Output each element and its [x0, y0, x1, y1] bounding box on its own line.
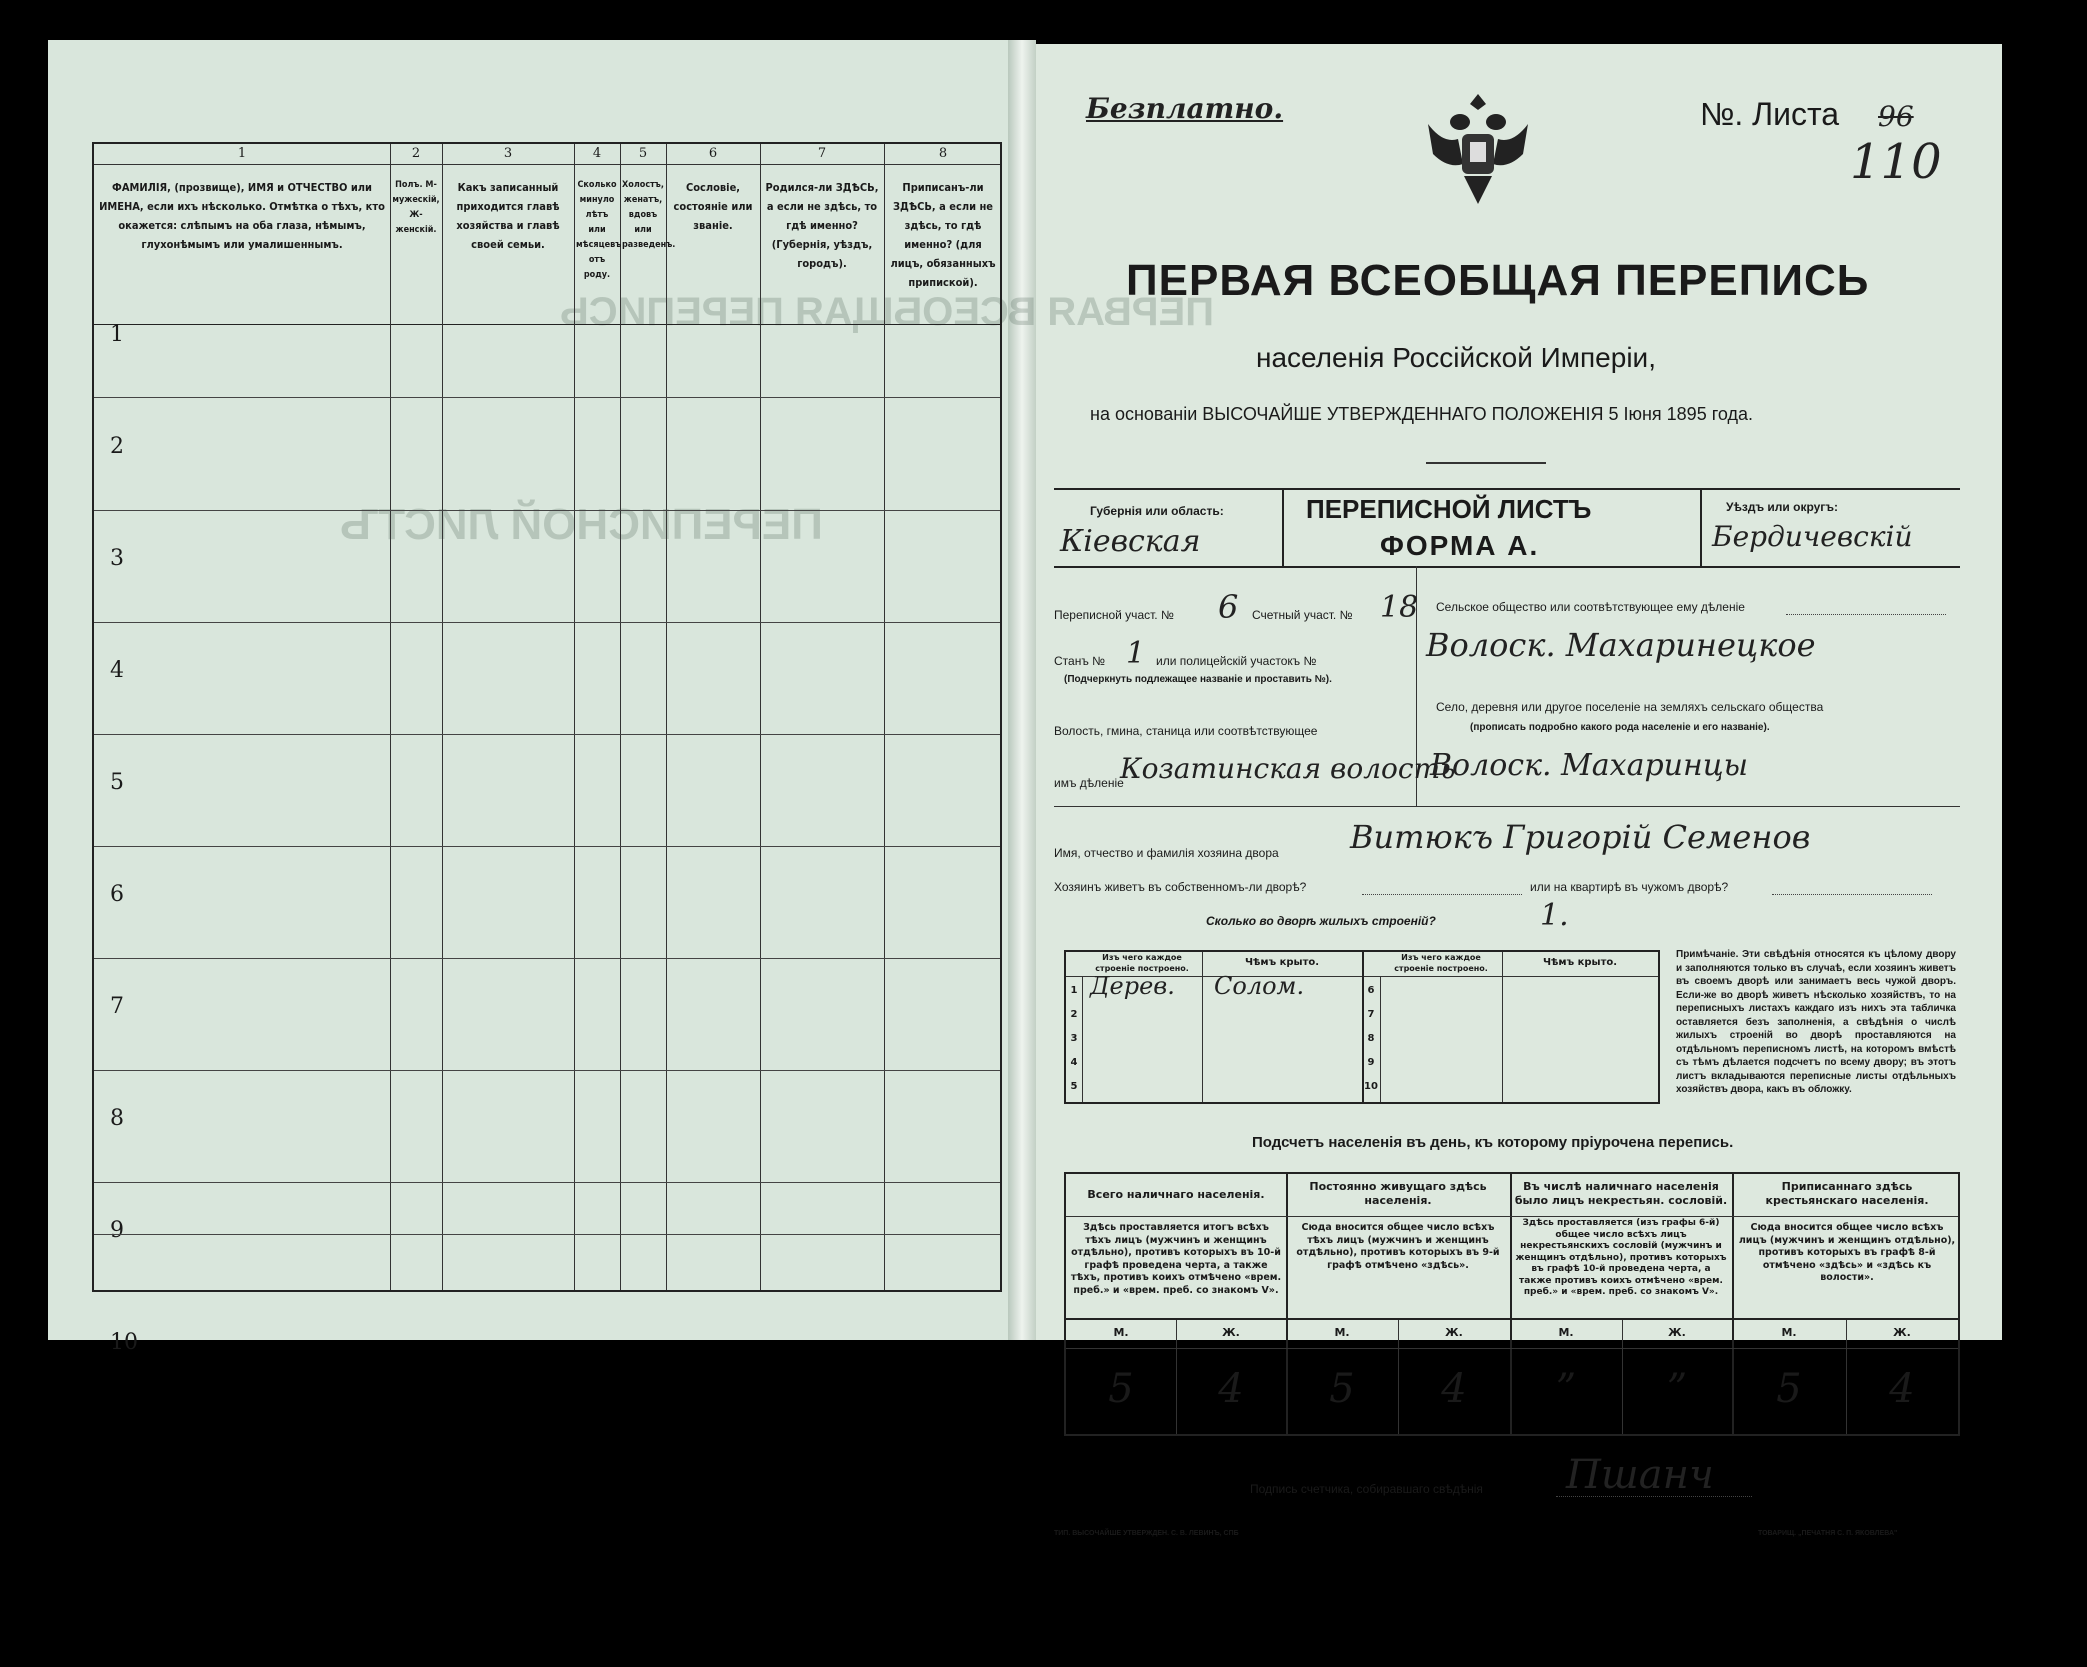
summary-title: Подсчетъ населенія въ день, къ которому пріурочена перепись.	[1252, 1134, 1734, 1151]
note-text: Примѣчаніе. Эти свѣдѣнія относятся къ цѣлому двору и заполняются только въ случаѣ, если хозяинъ живетъ въ своемъ дворѣ или занимаетъ весь чужой дворъ. Если-же во дворѣ живетъ нѣсколько хозяйствъ, то на переписныхъ листахъ каждаго изъ нихъ эта табличка оставляется безъ заполненія, а свѣдѣнія о числѣ жилыхъ строеній во дворѣ проставляются на отдѣльномъ переписномъ листѣ, на которомъ вмѣстѣ съ тѣмъ дѣлается подсчетъ по всему двору; въ этотъ листъ вкладываются переписные листы отдѣльныхъ хозяйствъ двора, какъ въ обложку.	[1676, 949, 1956, 1095]
summary-value: 5	[1108, 1366, 1134, 1412]
stan-label: Станъ №	[1054, 654, 1106, 668]
summary-head-resident: Постоянно живущаго здѣсь населенія.	[1309, 1180, 1487, 1207]
building-row-number: 1	[1070, 985, 1078, 996]
bleed-through-text: ПЕРВАЯ ВСЕОБЩАЯ ПЕРЕПИСЬ	[560, 290, 1214, 334]
buildings-head-material: Изъ чего каждое строеніе построено.	[1095, 953, 1189, 973]
row-number: 6	[110, 882, 124, 907]
column-header-sex: Полъ. М-мужескій, Ж-женскій.	[392, 180, 440, 235]
form-title: ПЕРЕПИСНОЙ ЛИСТЪ	[1306, 494, 1592, 524]
count-section-label: Счетный участ. №	[1252, 608, 1353, 622]
province-label: Губернія или область:	[1090, 504, 1224, 518]
society-value: Волоск. Махаринецкое	[1426, 626, 1816, 664]
summary-value: ”	[1666, 1366, 1688, 1412]
printer-imprint-left: ТИП. ВЫСОЧАЙШЕ УТВЕРЖДЕН. С. В. ЛЕВИНЪ, СПБ	[1054, 1530, 1239, 1537]
building-row-number: 5	[1070, 1081, 1078, 1092]
building-row-number: 8	[1367, 1033, 1375, 1044]
buildings-head-roof: Чѣмъ крыто.	[1542, 957, 1618, 968]
column-header-marital: Холостъ, женатъ, вдовъ или разведенъ.	[622, 180, 676, 250]
building-1-roof: Солом.	[1214, 972, 1305, 1000]
row-number: 2	[110, 434, 124, 459]
printer-imprint-right: ТОВАРИЩ. „ПЕЧАТНЯ С. П. ЯКОВЛЕВА"	[1758, 1530, 1898, 1537]
sex-male-header: М.	[1781, 1326, 1797, 1339]
building-row-number: 6	[1367, 985, 1375, 996]
column-header-age: Сколько минуло лѣтъ или мѣсяцевъ отъ роду.	[576, 180, 622, 280]
row-number: 1	[110, 322, 124, 347]
column-header-name: ФАМИЛІЯ, (прозвище), ИМЯ и ОТЧЕСТВО или ИМЕНА, если ихъ нѣсколько. Отмѣтка о тѣхъ, кто окажется: слѣпымъ на оба глаза, нѣмымъ, глухонѣмымъ или умалишеннымъ.	[99, 181, 385, 251]
summary-value: 4	[1889, 1366, 1915, 1412]
building-1-material: Дерев.	[1090, 972, 1175, 1000]
census-subtitle: населенія Россійской Имперіи,	[1256, 342, 1656, 373]
sex-female-header: Ж.	[1445, 1326, 1463, 1339]
buildings-head-material: Изъ чего каждое строеніе построено.	[1394, 953, 1488, 973]
row-number: 8	[110, 1106, 124, 1131]
summary-value: 4	[1441, 1366, 1467, 1412]
row-number: 9	[110, 1218, 124, 1243]
column-header-estate: Сословіе, состояніе или званіе.	[673, 181, 753, 232]
village-note: (прописать подробно какого рода населеніе и его названіе).	[1470, 722, 1770, 733]
row-number: 3	[110, 546, 124, 571]
buildings-table	[1064, 950, 1660, 1104]
owner-value: Витюкъ Григорій Семенов	[1350, 818, 1811, 856]
village-value: Волоск. Махаринцы	[1430, 748, 1749, 783]
district-label: Уѣздъ или округъ:	[1726, 500, 1839, 514]
district-value: Бердичевскій	[1712, 520, 1913, 553]
census-basis: на основаніи ВЫСОЧАЙШЕ УТВЕРЖДЕННАГО ПОЛОЖЕНІЯ 5 Іюня 1895 года.	[1090, 404, 1754, 424]
owner-label: Имя, отчество и фамилія хозяина двора	[1054, 846, 1279, 860]
count-section-value: 18	[1380, 590, 1419, 625]
summary-head-non-peasant: Въ числѣ наличнаго населенія было лицъ некрестьян. сословій.	[1514, 1180, 1728, 1207]
signature-label: Подпись счетчика, собиравшаго свѣдѣнія	[1250, 1482, 1483, 1496]
summary-note: Здѣсь проставляется (изъ графы 6-й) общее число всѣхъ лицъ некрестьянскихъ сословій (мужчинъ и женщинъ отдѣльно), противъ которыхъ въ графѣ 10-й проведена черта, а также противъ коихъ отмѣчено «врем. преб.» и «врем. преб. со знакомъ V».	[1515, 1218, 1727, 1297]
volost-value: Козатинская волость	[1120, 752, 1456, 785]
row-number: 10	[110, 1330, 138, 1355]
summary-head-present: Всего наличнаго населенія.	[1087, 1188, 1265, 1201]
sex-female-header: Ж.	[1668, 1326, 1686, 1339]
imperial-eagle-emblem	[1418, 84, 1538, 214]
sex-male-header: М.	[1334, 1326, 1350, 1339]
summary-note: Здѣсь проставляется итогъ всѣхъ тѣхъ лицъ (мужчинъ и женщинъ отдѣльно), противъ которыхъ въ 10-й графѣ проведена черта, а также тѣхъ, противъ коихъ отмѣчено «врем. преб.» и «врем. преб. со знакомъ V».	[1070, 1222, 1282, 1296]
sex-male-header: М.	[1113, 1326, 1129, 1339]
census-section-label: Переписной участ. №	[1054, 608, 1174, 622]
province-value: Кіевская	[1060, 524, 1201, 559]
sheet-number-value: 110	[1850, 134, 1942, 190]
underline-note: (Подчеркнуть подлежащее названіе и проставить №).	[1064, 674, 1332, 685]
sex-female-header: Ж.	[1222, 1326, 1240, 1339]
rented-yard-label: или на квартирѣ въ чужомъ дворѣ?	[1530, 880, 1729, 894]
summary-note: Сюда вносится общее число всѣхъ лицъ (мужчинъ и женщинъ отдѣльно), противъ которыхъ въ графѣ 8-й отмѣчено «здѣсь» и «здѣсь къ волости».	[1738, 1222, 1956, 1283]
building-row-number: 10	[1364, 1081, 1378, 1092]
ornament-divider	[1426, 462, 1546, 464]
buildings-head-roof: Чѣмъ крыто.	[1244, 957, 1320, 968]
census-section-value: 6	[1218, 588, 1239, 626]
sheet-number-old: 96	[1878, 100, 1914, 133]
population-summary-table	[1064, 1172, 1960, 1436]
column-header-relation: Какъ записанный приходится главѣ хозяйства и главѣ своей семьи.	[456, 181, 560, 251]
society-label: Сельское общество или соотвѣтствующее ему дѣленіе	[1436, 600, 1745, 614]
own-yard-label: Хозяинъ живетъ въ собственномъ-ли дворѣ?	[1054, 880, 1307, 894]
building-row-number: 2	[1070, 1009, 1078, 1020]
book-spine	[1008, 40, 1036, 1340]
summary-head-peasant: Приписаннаго здѣсь крестьянскаго населенія.	[1765, 1180, 1929, 1207]
buildings-label: Сколько во дворѣ жилыхъ строеній?	[1206, 914, 1436, 928]
building-row-number: 7	[1367, 1009, 1375, 1020]
column-header-registration: Приписанъ-ли ЗДѢСЬ, а если не здѣсь, то гдѣ именно? (для лицъ, обязанныхъ припиской).	[890, 181, 996, 289]
summary-value: 5	[1329, 1366, 1355, 1412]
building-row-number: 3	[1070, 1033, 1078, 1044]
person-entry-table	[92, 142, 1002, 1355]
row-number: 4	[110, 658, 124, 683]
bleed-through-text: ПЕРЕПИСНОЙ ЛИСТЪ	[340, 500, 823, 549]
column-number: 4	[592, 146, 602, 161]
volost-label: Волость, гмина, станица или соотвѣтствующее	[1054, 724, 1318, 738]
summary-value: 5	[1776, 1366, 1802, 1412]
sex-male-header: М.	[1558, 1326, 1574, 1339]
summary-note: Сюда вносится общее число всѣхъ тѣхъ лицъ (мужчинъ и женщинъ отдѣльно), противъ которыхъ въ 9-й графѣ отмѣчено «здѣсь».	[1296, 1222, 1500, 1271]
column-number: 7	[817, 146, 827, 161]
sex-female-header: Ж.	[1893, 1326, 1911, 1339]
column-number: 3	[503, 146, 513, 161]
police-section-label: или полицейскій участокъ №	[1156, 654, 1317, 668]
buildings-value: 1.	[1540, 898, 1569, 933]
row-number: 7	[110, 994, 124, 1019]
free-of-charge-label: Безплатно.	[1086, 92, 1284, 125]
summary-value: ”	[1555, 1366, 1577, 1412]
form-label: ФОРМА А.	[1380, 530, 1540, 561]
column-header-birthplace: Родился-ли ЗДѢСЬ, а если не здѣсь, то гдѣ именно? (Губернія, уѣздъ, городъ).	[765, 181, 879, 270]
summary-value: 4	[1218, 1366, 1244, 1412]
enumerator-signature: Пшанч	[1566, 1452, 1714, 1498]
census-title: ПЕРВАЯ ВСЕОБЩАЯ ПЕРЕПИСЬ	[1126, 256, 1870, 305]
sheet-number-label: №. Листа	[1700, 96, 1840, 132]
row-number: 5	[110, 770, 124, 795]
column-number: 2	[411, 146, 421, 161]
building-row-number: 4	[1070, 1057, 1078, 1068]
column-number: 5	[638, 146, 648, 161]
column-number: 8	[938, 146, 948, 161]
column-number: 6	[708, 146, 718, 161]
village-label: Село, деревня или другое поселеніе на земляхъ сельскаго общества	[1436, 700, 1824, 714]
stan-value: 1	[1126, 636, 1146, 671]
volost-label-2: имъ дѣленіе	[1054, 776, 1124, 790]
building-row-number: 9	[1367, 1057, 1375, 1068]
column-number: 1	[237, 146, 247, 161]
